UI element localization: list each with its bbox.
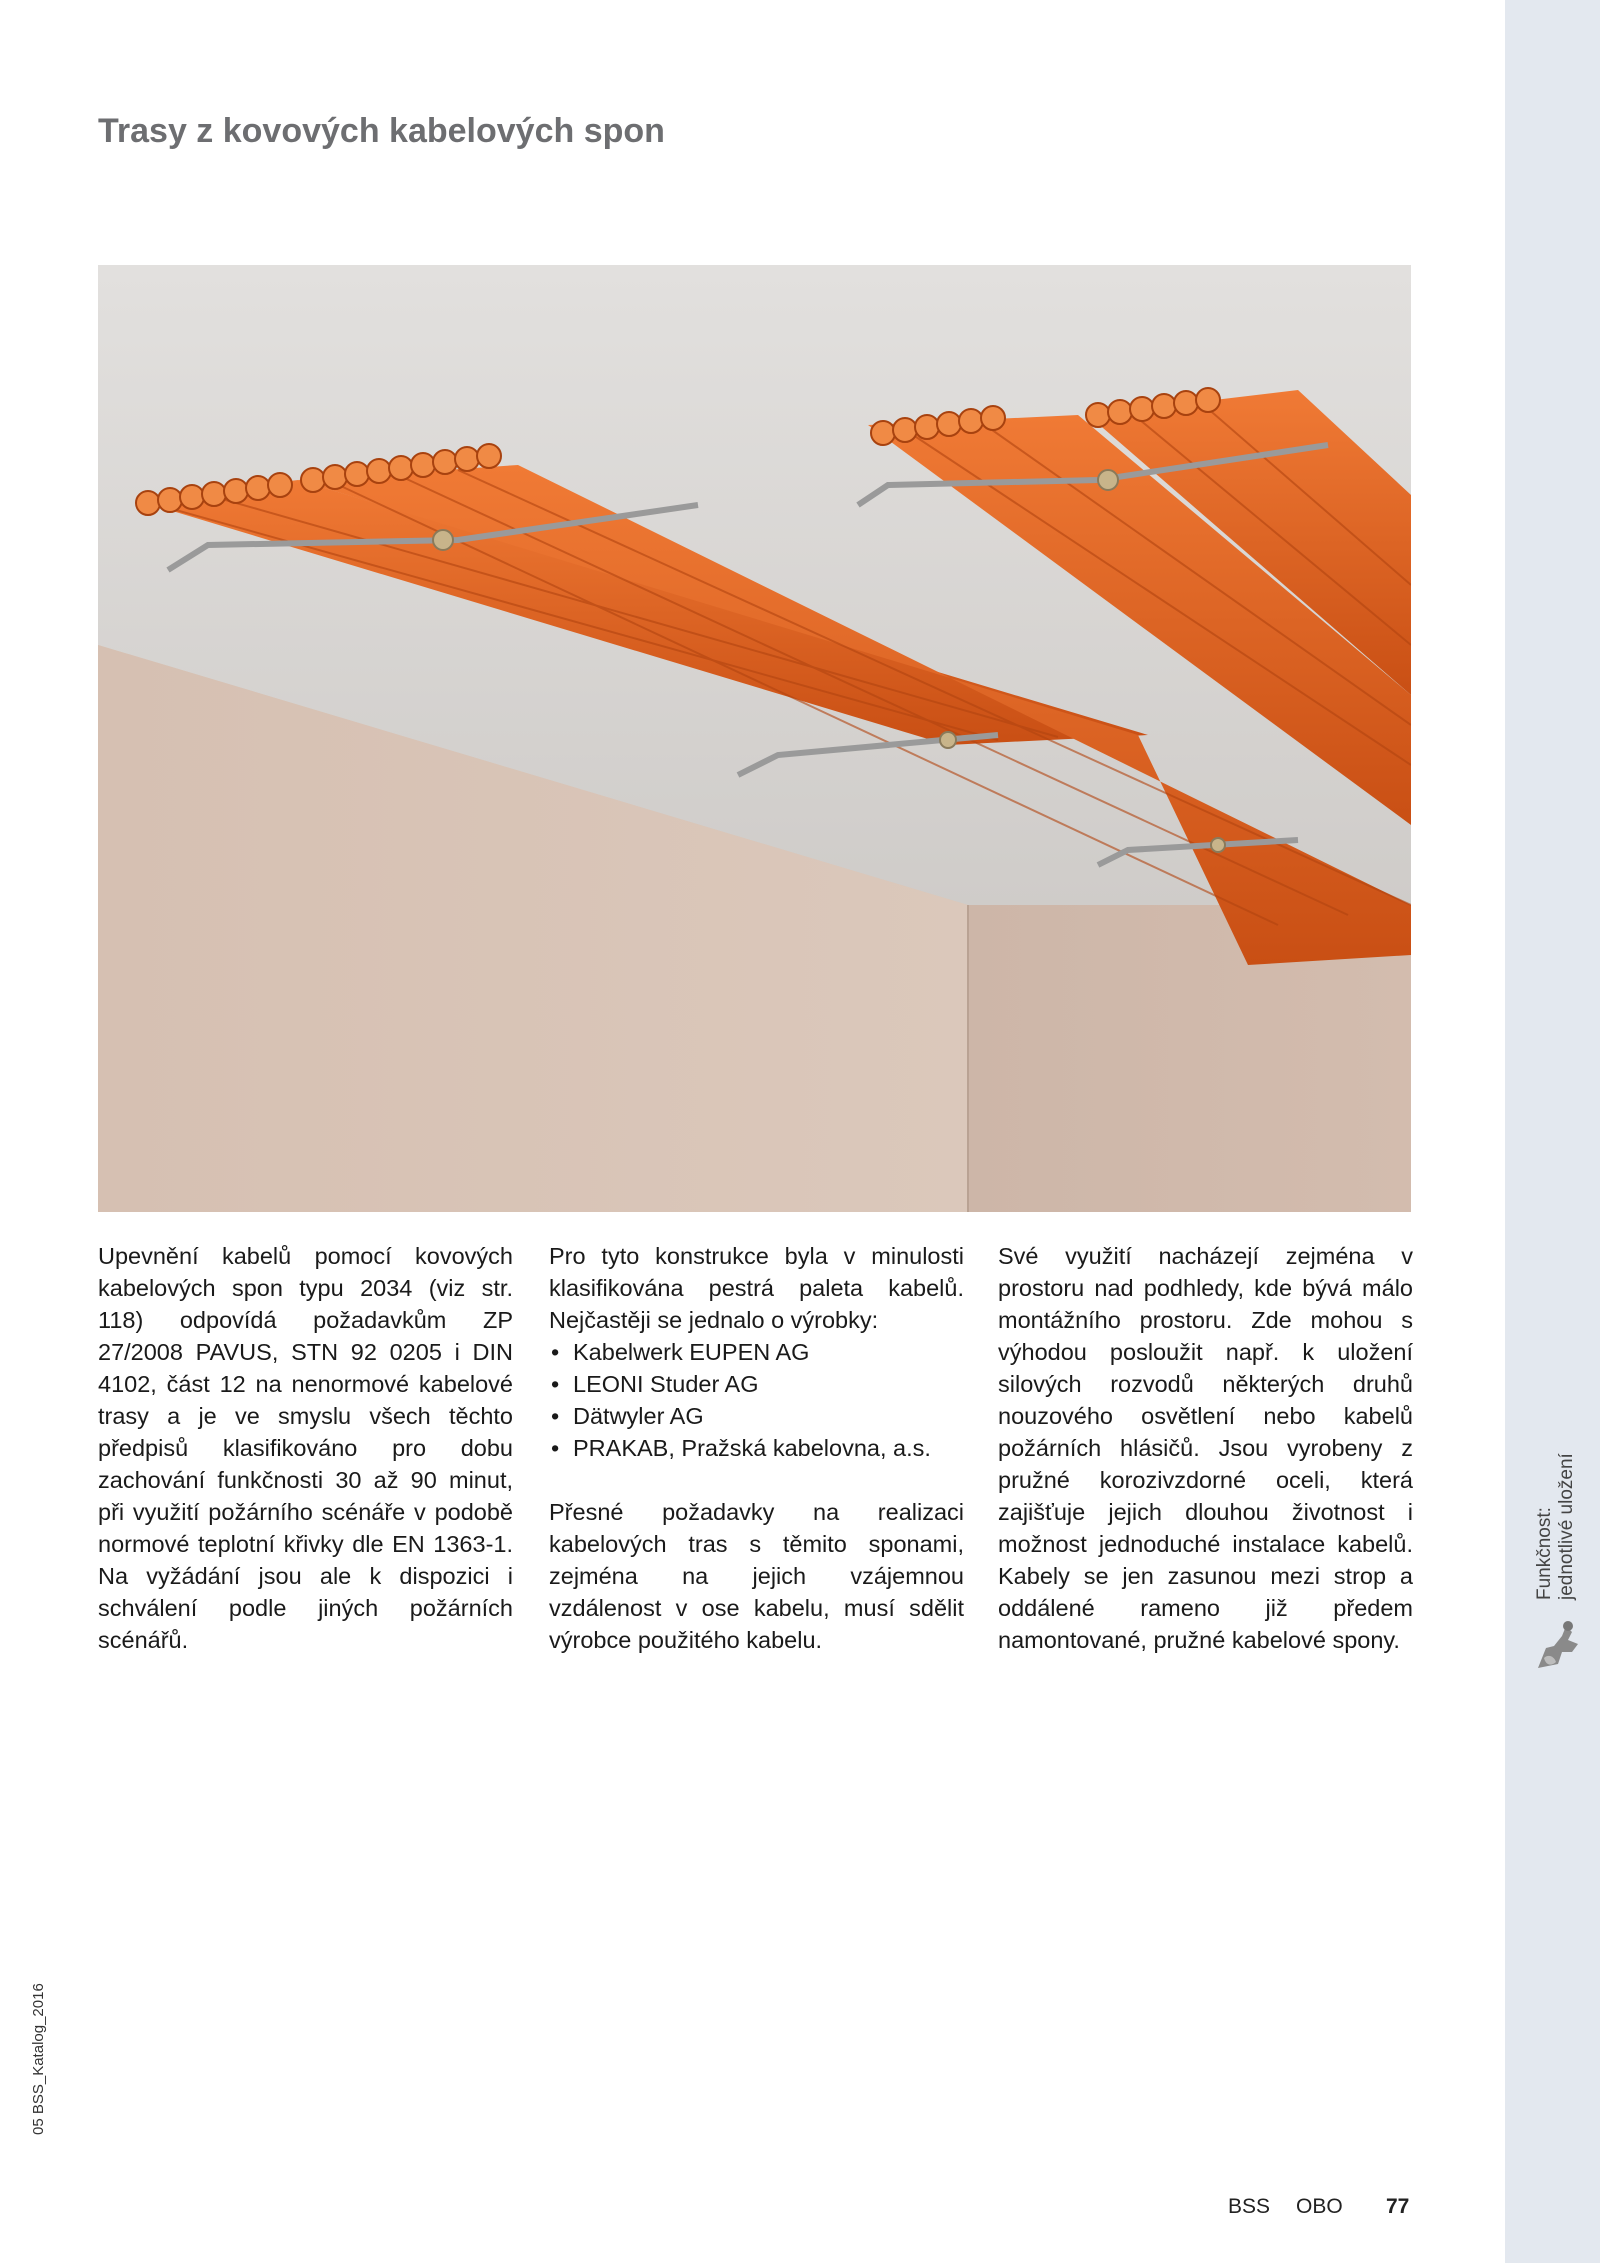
sidebar-label-line2: jednotlivé uložení bbox=[1556, 1453, 1577, 1600]
page-number: 77 bbox=[1386, 2195, 1410, 2218]
paragraph: Přesné požadavky na realizaci kabelových tras s těmito sponami, zejména na jejich vzájemnou vzdálenost v ose kabelu, musí sdělit výrobce použitého kabelu. bbox=[549, 1499, 964, 1653]
page-title: Trasy z kovových kabelových spon bbox=[98, 112, 665, 150]
cable-tray-illustration bbox=[98, 265, 1411, 1212]
footer-brand-obo: OBO bbox=[1296, 2195, 1343, 2218]
column-2 bbox=[549, 1240, 964, 1688]
catalog-identifier: 05 BSS_Katalog_2016 bbox=[30, 1983, 47, 2135]
footer-brand-bss: BSS bbox=[1228, 2195, 1271, 2218]
chapter-sidebar bbox=[1505, 0, 1600, 2263]
list-item: • LEONI Studer AG bbox=[549, 1368, 964, 1400]
fire-person-icon bbox=[1532, 1618, 1584, 1674]
sidebar-label bbox=[1534, 1400, 1578, 1600]
list-item: • Kabelwerk EUPEN AG bbox=[549, 1336, 964, 1368]
sidebar-label-line1: Funkčnost: bbox=[1534, 1507, 1555, 1600]
paragraph: Své využití nacházejí zejména v prostoru nad podhledy, kde bývá málo montážního prostoru. Zde mohou s výhodou posloužit např. k uložení silových rozvodů některých druhů nouzového osvětlení nebo kabelů požárních hlásičů. Jsou vyrobeny z pružné korozivzdorné oceli, která zajišťuje jejich dlouhou životnost i možnost jednoduché instalace kabelů. Kabely se jen zasunou mezi strop a oddálené rameno již předem namontované, pružné kabelové spony. bbox=[998, 1243, 1413, 1653]
list-item: • PRAKAB, Pražská kabelovna, a.s. bbox=[549, 1432, 964, 1464]
column-3 bbox=[998, 1240, 1413, 1688]
manufacturer-list bbox=[549, 1336, 964, 1464]
list-item: • Dätwyler AG bbox=[549, 1400, 964, 1432]
paragraph: Upevnění kabelů pomocí kovových kabelových spon typu 2034 (viz str. 118) odpovídá požadavkům ZP 27/2008 PAVUS, STN 92 0205 i DIN 4102, část 12 na nenormové kabelové trasy a je ve smyslu všech těchto předpisů klasifikováno pro dobu zachování funkčnosti 30 až 90 minut, při využití požárního scénáře v podobě normové teplotní křivky dle EN 1363-1. Na vyžádání jsou ale k dispozici i schválení podle jiných požárních scénářů. bbox=[98, 1243, 513, 1653]
paragraph: Pro tyto konstrukce byla v minulosti klasifikována pestrá paleta kabelů. Nejčastěji se jednalo o výrobky: bbox=[549, 1243, 964, 1333]
column-1 bbox=[98, 1240, 513, 1688]
